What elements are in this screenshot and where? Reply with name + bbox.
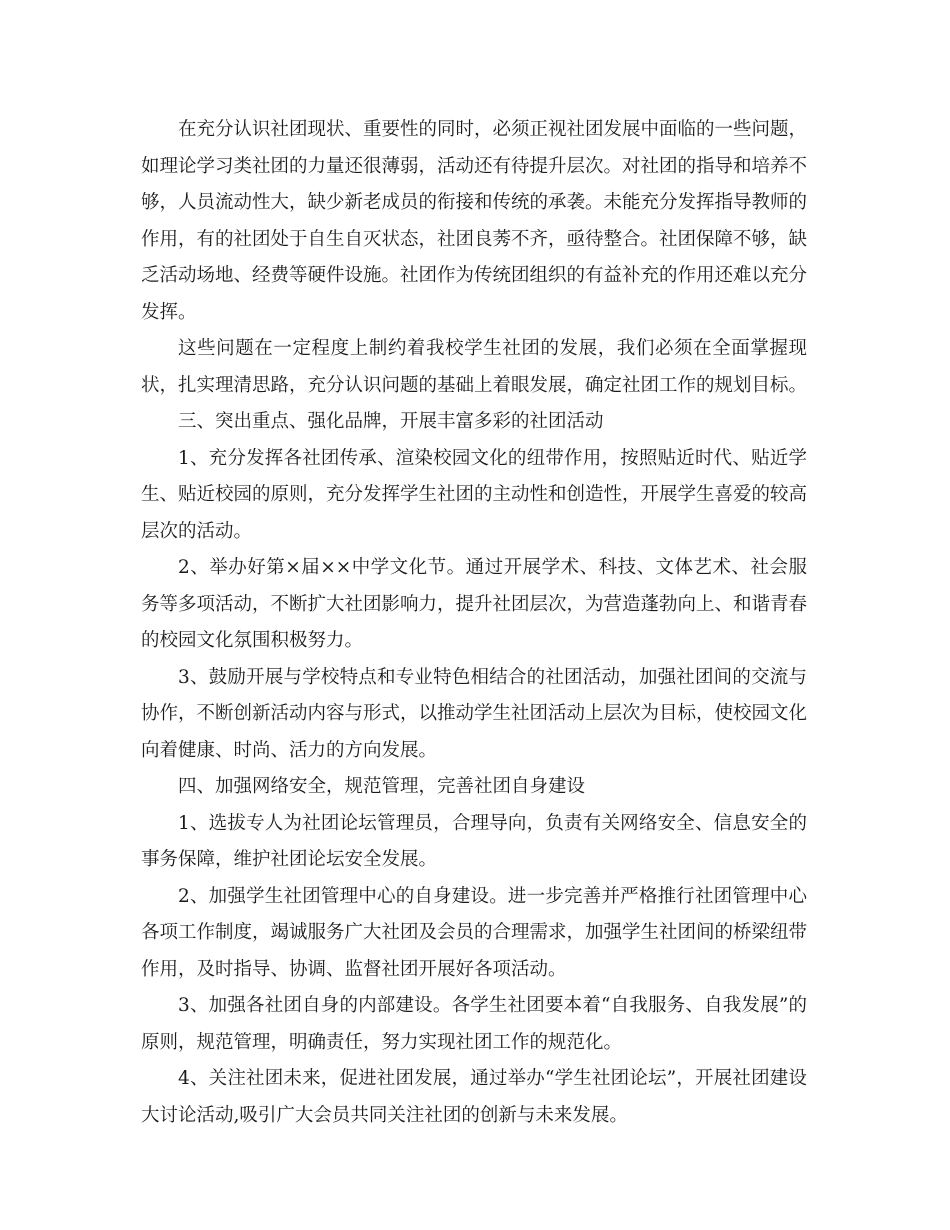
- paragraph-item-4-3: 3、加强各社团自身的内部建设。各学生社团要本着“自我服务、自我发展”的原则，规范管理，明确责任，努力实现社团工作的规范化。: [141, 995, 807, 1053]
- section-heading-three: 三、突出重点、强化品牌，开展丰富多彩的社团活动: [178, 411, 604, 432]
- paragraph-problems: 在充分认识社团现状、重要性的同时，必须正视社团发展中面临的一些问题，如理论学习类社团的力量还很薄弱，活动还有待提升层次。对社团的指导和培养不够，人员流动性大，缺少新老成员的衔接和传统的承袭。未能充分发挥指导教师的作用，有的社团处于自生自灭状态，社团良莠不齐，亟待整合。社团保障不够，缺乏活动场地、经费等硬件设施。社团作为传统团组织的有益补充的作用还难以充分发挥。: [141, 119, 808, 323]
- paragraph-item-4-4: 4、关注社团未来，促进社团发展，通过举办“学生社团论坛”，开展社团建设大讨论活动,吸引广大会员共同关注社团的创新与未来发展。: [141, 1068, 807, 1126]
- section-heading-four: 四、加强网络安全，规范管理，完善社团自身建设: [178, 776, 586, 797]
- paragraph-item-3-2: 2、举办好第×届××中学文化节。通过开展学术、科技、文体艺术、社会服务等多项活动，不断扩大社团影响力，提升社团层次，为营造蓬勃向上、和谐青春的校园文化氛围积极努力。: [141, 557, 808, 651]
- paragraph-item-3-1: 1、充分发挥各社团传承、渲染校园文化的纽带作用，按照贴近时代、贴近学生、贴近校园的原则，充分发挥学生社团的主动性和创造性，开展学生喜爱的较高层次的活动。: [141, 447, 808, 542]
- document-body: [141, 112, 807, 1134]
- paragraph-item-4-1: 1、选拔专人为社团论坛管理员，合理导向，负责有关网络安全、信息安全的事务保障，维护社团论坛安全发展。: [141, 812, 807, 870]
- paragraph-item-3-3: 3、鼓励开展与学校特点和专业特色相结合的社团活动，加强社团间的交流与协作，不断创新活动内容与形式，以推动学生社团活动上层次为目标，使校园文化向着健康、时尚、活力的方向发展。: [141, 666, 808, 761]
- paragraph-constraints: 这些问题在一定程度上制约着我校学生社团的发展，我们必须在全面掌握现状，扎实理清思路，充分认识问题的基础上着眼发展，确定社团工作的规划目标。: [141, 338, 808, 396]
- paragraph-item-4-2: 2、加强学生社团管理中心的自身建设。进一步完善并严格推行社团管理中心各项工作制度，竭诚服务广大社团及会员的合理需求，加强学生社团间的桥梁纽带作用，及时指导、协调、监督社团开展好各项活动。: [141, 885, 808, 980]
